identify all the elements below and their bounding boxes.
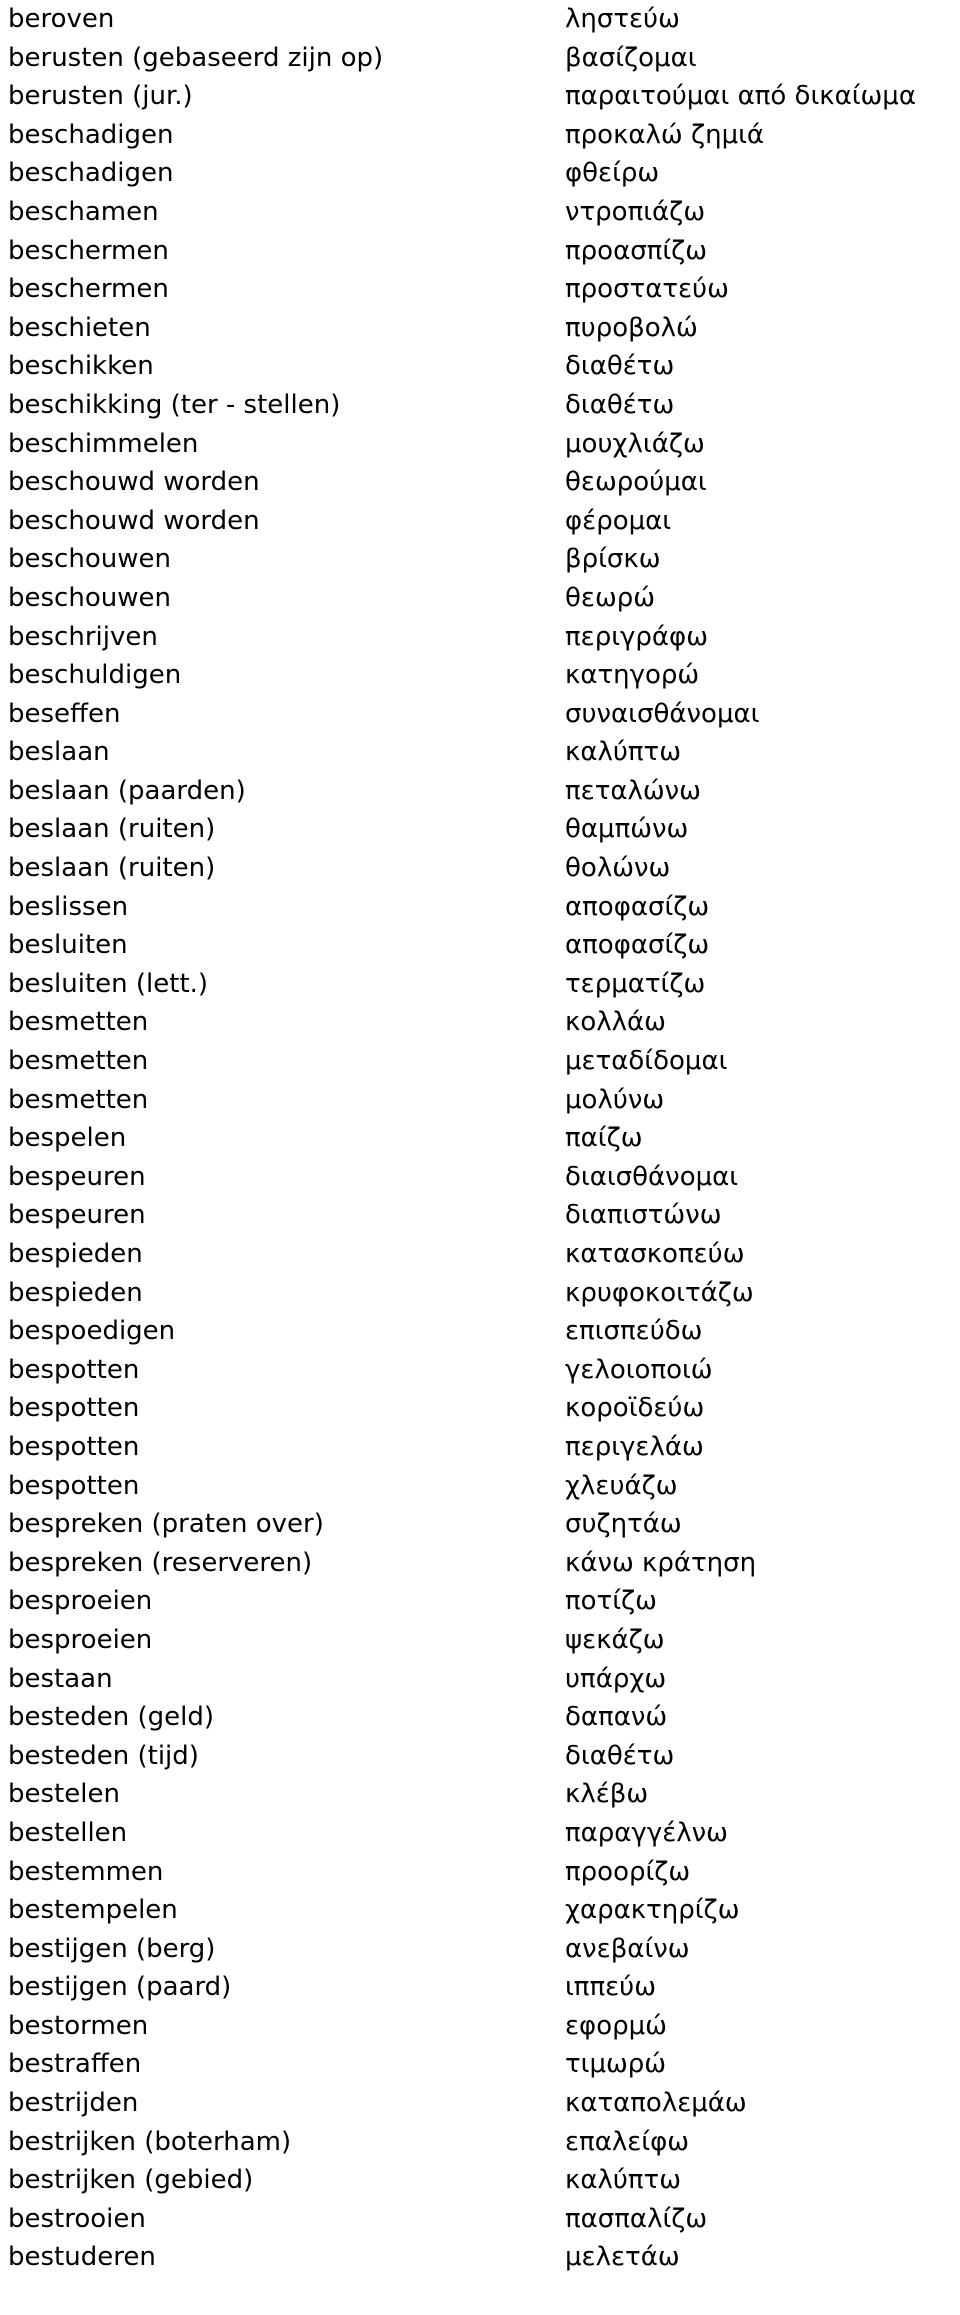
vocabulary-entry <box>0 386 960 425</box>
greek-term: συναισθάνομαι <box>565 698 760 729</box>
greek-term: παίζω <box>565 1123 643 1154</box>
greek-term: περιγράφω <box>565 621 708 652</box>
dutch-term: berusten (gebaseerd zijn op) <box>8 42 384 73</box>
dutch-term: beschouwd worden <box>8 467 260 498</box>
vocabulary-entry <box>0 1389 960 1428</box>
vocabulary-entry <box>0 926 960 965</box>
greek-term: χαρακτηρίζω <box>565 1895 740 1926</box>
greek-term: συζητάω <box>565 1509 682 1540</box>
greek-term: διαισθάνομαι <box>565 1161 739 1192</box>
dutch-term: berusten (jur.) <box>8 81 193 112</box>
dutch-term: bestelen <box>8 1779 120 1810</box>
greek-term: παραιτούμαι από δικαίωμα <box>565 81 916 112</box>
vocabulary-entry <box>0 2123 960 2162</box>
greek-term: βρίσκω <box>565 544 661 575</box>
greek-term: προκαλώ ζημιά <box>565 119 765 150</box>
vocabulary-entry <box>0 154 960 193</box>
greek-term: επαλείφω <box>565 2126 690 2157</box>
dutch-term: bespeuren <box>8 1161 146 1192</box>
greek-term: ντροπιάζω <box>565 196 706 227</box>
dutch-term: beseffen <box>8 698 121 729</box>
vocabulary-entry <box>0 1235 960 1274</box>
greek-term: γελοιοποιώ <box>565 1354 713 1385</box>
greek-term: κοροϊδεύω <box>565 1393 705 1424</box>
vocabulary-entry <box>0 193 960 232</box>
greek-term: τερματίζω <box>565 968 706 999</box>
dutch-term: besteden (geld) <box>8 1702 214 1733</box>
vocabulary-entry <box>0 2007 960 2046</box>
greek-term: προορίζω <box>565 1856 691 1887</box>
vocabulary-entry <box>0 579 960 618</box>
dutch-term: beschimmelen <box>8 428 199 459</box>
vocabulary-entry <box>0 0 960 39</box>
dutch-term: bestrijken (gebied) <box>8 2165 254 2196</box>
dutch-term: bestormen <box>8 2010 149 2041</box>
vocabulary-entry <box>0 1081 960 1120</box>
dutch-term: beschadigen <box>8 158 174 189</box>
greek-term: ψεκάζω <box>565 1624 665 1655</box>
greek-term: μολύνω <box>565 1084 665 1115</box>
vocabulary-entry <box>0 1930 960 1969</box>
dutch-term: beslaan <box>8 737 110 768</box>
greek-term: θεωρούμαι <box>565 467 707 498</box>
dutch-term: beschikken <box>8 351 154 382</box>
vocabulary-entry <box>0 1891 960 1930</box>
vocabulary-entry <box>0 810 960 849</box>
vocabulary-entry <box>0 1042 960 1081</box>
vocabulary-entry <box>0 540 960 579</box>
vocabulary-entry <box>0 733 960 772</box>
dutch-term: bespelen <box>8 1123 127 1154</box>
dutch-term: beslaan (ruiten) <box>8 814 216 845</box>
vocabulary-entry <box>0 347 960 386</box>
greek-term: κολλάω <box>565 1007 666 1038</box>
dutch-term: beschikking (ter - stellen) <box>8 389 341 420</box>
greek-term: καλύπτω <box>565 737 681 768</box>
vocabulary-entry <box>0 1737 960 1776</box>
dutch-term: beschouwen <box>8 582 171 613</box>
greek-term: κατασκοπεύω <box>565 1239 745 1269</box>
vocabulary-entry <box>0 1853 960 1892</box>
vocabulary-entry <box>0 618 960 657</box>
vocabulary-entry <box>0 2084 960 2123</box>
vocabulary-entry <box>0 2045 960 2084</box>
greek-term: κάνω κράτηση <box>565 1547 757 1578</box>
dutch-term: beschadigen <box>8 119 174 150</box>
dutch-term: beschermen <box>8 235 169 266</box>
vocabulary-entry <box>0 1775 960 1814</box>
vocabulary-entry <box>0 1621 960 1660</box>
vocabulary-entry <box>0 1544 960 1583</box>
dutch-term: bestuderen <box>8 2242 156 2273</box>
vocabulary-entry <box>0 270 960 309</box>
dutch-term: bestellen <box>8 1817 128 1848</box>
greek-term: προστατεύω <box>565 274 729 305</box>
dutch-term: bestraffen <box>8 2049 142 2080</box>
dutch-term: besteden (tijd) <box>8 1740 199 1771</box>
dutch-term: bestrooien <box>8 2203 146 2234</box>
dutch-term: besmetten <box>8 1084 149 1115</box>
greek-term: τιμωρώ <box>565 2049 667 2080</box>
dutch-term: bespotten <box>8 1470 140 1501</box>
dutch-term: beschamen <box>8 196 159 227</box>
greek-term: πυροβολώ <box>565 312 698 343</box>
dutch-term: bespreken (reserveren) <box>8 1547 313 1578</box>
vocabulary-entry <box>0 1196 960 1235</box>
greek-term: θολώνω <box>565 853 671 884</box>
vocabulary-entry <box>0 1274 960 1313</box>
dutch-term: beslaan (paarden) <box>8 775 246 806</box>
dutch-term: bestempelen <box>8 1895 178 1926</box>
dutch-term: beschouwd worden <box>8 505 260 536</box>
greek-term: προασπίζω <box>565 235 708 266</box>
vocabulary-entry <box>0 463 960 502</box>
vocabulary-entry <box>0 772 960 811</box>
greek-term: διαθέτω <box>565 1740 675 1771</box>
vocabulary-entry <box>0 232 960 271</box>
dutch-term: bespieden <box>8 1277 143 1308</box>
greek-term: καλύπτω <box>565 2165 681 2196</box>
greek-term: περιγελάω <box>565 1431 704 1462</box>
vocabulary-entry <box>0 309 960 348</box>
greek-term: δαπανώ <box>565 1702 668 1733</box>
vocabulary-entry <box>0 2238 960 2277</box>
dutch-term: bespreken (praten over) <box>8 1509 324 1540</box>
dutch-term: bespotten <box>8 1431 140 1462</box>
greek-term: θεωρώ <box>565 582 656 613</box>
dutch-term: bespotten <box>8 1354 140 1385</box>
dutch-term: besmetten <box>8 1007 149 1038</box>
greek-term: αποφασίζω <box>565 930 710 961</box>
vocabulary-entry <box>0 656 960 695</box>
dutch-term: beschieten <box>8 312 151 343</box>
vocabulary-entry <box>0 2161 960 2200</box>
greek-term: εφορμώ <box>565 2010 667 2041</box>
vocabulary-entry <box>0 695 960 734</box>
dutch-term: besproeien <box>8 1586 153 1617</box>
dutch-term: bespieden <box>8 1239 143 1269</box>
greek-term: μελετάω <box>565 2242 680 2273</box>
vocabulary-entry <box>0 1467 960 1506</box>
dutch-term: beslissen <box>8 891 129 922</box>
dutch-term: bestrijden <box>8 2088 139 2119</box>
vocabulary-entry <box>0 965 960 1004</box>
greek-term: πασπαλίζω <box>565 2203 708 2234</box>
dutch-term: bestaan <box>8 1663 113 1694</box>
dutch-term: beroven <box>8 4 115 34</box>
vocabulary-entry <box>0 1351 960 1390</box>
vocabulary-entry <box>0 1505 960 1544</box>
dutch-term: besmetten <box>8 1046 149 1077</box>
dutch-term: bestrijken (boterham) <box>8 2126 292 2157</box>
greek-term: πεταλώνω <box>565 775 701 806</box>
vocabulary-entry <box>0 1003 960 1042</box>
vocabulary-entry <box>0 1158 960 1197</box>
dutch-term: bestemmen <box>8 1856 164 1887</box>
greek-term: καταπολεμάω <box>565 2088 747 2119</box>
dutch-term: bespeuren <box>8 1200 146 1231</box>
vocabulary-entry <box>0 1312 960 1351</box>
dutch-term: beschuldigen <box>8 660 182 691</box>
dutch-term: beschouwen <box>8 544 171 575</box>
vocabulary-entry <box>0 1814 960 1853</box>
vocabulary-entry <box>0 425 960 464</box>
greek-term: φέρομαι <box>565 505 672 536</box>
greek-term: κατηγορώ <box>565 660 700 691</box>
greek-term: κλέβω <box>565 1779 649 1810</box>
dutch-term: bespoedigen <box>8 1316 176 1347</box>
dutch-term: beslaan (ruiten) <box>8 853 216 884</box>
vocabulary-entry <box>0 1119 960 1158</box>
dutch-term: besluiten <box>8 930 128 961</box>
vocabulary-entry <box>0 116 960 155</box>
dutch-term: besluiten (lett.) <box>8 968 209 999</box>
dutch-term: besproeien <box>8 1624 153 1655</box>
dutch-term: beschrijven <box>8 621 158 652</box>
greek-term: υπάρχω <box>565 1663 667 1694</box>
greek-term: ανεβαίνω <box>565 1933 690 1964</box>
greek-term: ληστεύω <box>565 4 680 34</box>
vocabulary-entry <box>0 1968 960 2007</box>
vocabulary-entry <box>0 39 960 78</box>
vocabulary-entry <box>0 1660 960 1699</box>
vocabulary-entry <box>0 888 960 927</box>
greek-term: παραγγέλνω <box>565 1817 728 1848</box>
vocabulary-entry <box>0 1582 960 1621</box>
greek-term: μεταδίδομαι <box>565 1046 728 1077</box>
greek-term: κρυφοκοιτάζω <box>565 1277 754 1308</box>
vocabulary-entry <box>0 1698 960 1737</box>
greek-term: φθείρω <box>565 158 660 189</box>
greek-term: ποτίζω <box>565 1586 657 1617</box>
greek-term: βασίζομαι <box>565 42 697 73</box>
dutch-term: beschermen <box>8 274 169 305</box>
greek-term: αποφασίζω <box>565 891 710 922</box>
greek-term: διαθέτω <box>565 351 675 382</box>
vocabulary-entry <box>0 1428 960 1467</box>
vocabulary-entry <box>0 2200 960 2239</box>
greek-term: χλευάζω <box>565 1470 678 1501</box>
vocabulary-entry <box>0 849 960 888</box>
greek-term: ιππεύω <box>565 1972 656 2003</box>
vocabulary-entry <box>0 502 960 541</box>
dutch-term: bestijgen (paard) <box>8 1972 232 2003</box>
greek-term: επισπεύδω <box>565 1316 703 1347</box>
dutch-term: bestijgen (berg) <box>8 1933 216 1964</box>
dutch-term: bespotten <box>8 1393 140 1424</box>
greek-term: διαθέτω <box>565 389 675 420</box>
greek-term: θαμπώνω <box>565 814 689 845</box>
greek-term: διαπιστώνω <box>565 1200 722 1231</box>
vocabulary-entry <box>0 77 960 116</box>
greek-term: μουχλιάζω <box>565 428 705 459</box>
